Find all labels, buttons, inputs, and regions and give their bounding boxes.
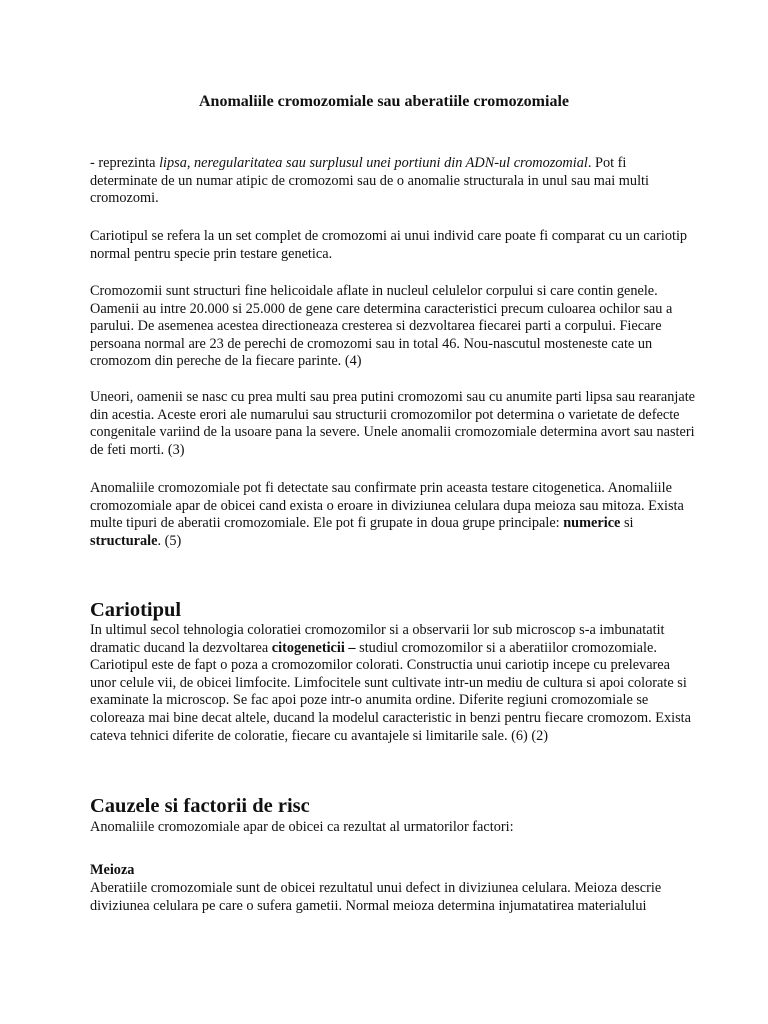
cytogenetics-term: citogeneticii – (271, 639, 356, 656)
meiosis-line-2: diviziunea celulara pe care o sufera gametii. Normal meioza determina injumatatirea materialului (90, 897, 647, 914)
detection-paragraph (90, 480, 690, 550)
intro-italic-definition: lipsa, neregularitatea sau surplusul unei portiuni din ADN-ul cromozomial (159, 155, 588, 171)
section-heading-causes: Cauzele si factorii de risc (90, 795, 310, 817)
birth-defects-line-4: de feti morti. (3) (90, 441, 185, 458)
numeric-term: numerice (563, 515, 621, 532)
karyotype-section-line-5: examinate la microscop. Se fac apoi poze intr-o anumita ordine. Diferite regiuni cromozomiale se (90, 692, 649, 709)
karyotype-definition-line-1: Cariotipul se refera la un set complet de cromozomi ai unui individ care poate fi comparat cu un cariotip (90, 228, 688, 244)
detection-line-4: structurale. (5) (90, 532, 182, 549)
birth-defects-line-3: congenitale variind de la usoare pana la severe. Unele anomalii cromozomiale determina avort sau nasteri (90, 424, 695, 441)
karyotype-section-paragraph (90, 622, 690, 745)
causes-line-1: Anomaliile cromozomiale apar de obicei ca rezultat al urmatorilor factori: (90, 819, 514, 835)
detection-line-1: Anomaliile cromozomiale pot fi detectate sau confirmate prin aceasta testare citogenetica. Anomaliile (90, 480, 672, 496)
chromosomes-line-3: parului. De asemenea acestea directioneaza cresterea si dezvoltarea fiecarei parti a corpului. Fiecare (90, 318, 662, 335)
section-heading-karyotype: Cariotipul (90, 599, 182, 621)
intro-line-3: cromozomi. (90, 190, 159, 207)
meiosis-line-1: Aberatiile cromozomiale sunt de obicei rezultatul unui defect in diviziunea celulara. Meioza descrie (90, 880, 662, 896)
karyotype-definition-paragraph (90, 228, 690, 263)
karyotype-section-line-7: cateva tehnici diferite de coloratie, fiecare cu avantajele si limitarile sale. (6) (2) (90, 727, 549, 744)
birth-defects-line-1: Uneori, oamenii se nasc cu prea multi sau prea putini cromozomi sau cu anumite parti lipsa sau rearanjate (90, 389, 696, 405)
chromosomes-line-2: Oamenii au intre 20.000 si 25.000 de gene care determina caracteristici precum culoarea ochilor sau a (90, 300, 673, 317)
karyotype-definition-line-2: normal pentru specie prin testare genetica. (90, 245, 333, 262)
meiosis-paragraph (90, 880, 690, 915)
chromosomes-line-4: persoana normal are 23 de perechi de cromozomi sau in total 46. Nou-nascutul mosteneste cate un (90, 335, 653, 352)
karyotype-section-line-2: dramatic ducand la dezvoltarea citogeneticii – studiul cromozomilor si a aberatiilor cromozomiale. (90, 639, 657, 656)
intro-paragraph (90, 155, 690, 208)
karyotype-section-line-6: coloreaza mai bine decat altele, ducand la modelul caracteristic in benzi pentru fiecare cromozom. Exista (90, 709, 691, 726)
detection-line-2: cromozomiale apar de obicei cand exista o eroare in diviziunea celulara dupa meioza sau mitoza. Exista (90, 497, 684, 514)
karyotype-section-line-3: Cariotipul este de fapt o poza a cromozomilor colorati. Constructia unui cariotip incepe cu prelevarea (90, 657, 670, 674)
chromosomes-paragraph (90, 283, 690, 371)
karyotype-section-line-1: In ultimul secol tehnologia coloratiei cromozomilor si a observarii lor sub microscop s-a imbunatatit (90, 622, 665, 638)
birth-defects-paragraph (90, 389, 696, 459)
intro-line-2: determinate de un numar atipic de cromozomi sau de o anomalie structurala in unul sau mai multi (90, 172, 649, 189)
structural-term: structurale (90, 532, 158, 549)
intro-line-1: - reprezinta lipsa, neregularitatea sau surplusul unei portiuni din ADN-ul cromozomial. Pot fi (90, 155, 627, 171)
detection-line-3: multe tipuri de aberatii cromozomiale. Ele pot fi grupate in doua grupe principale: numerice si (90, 515, 634, 532)
document-title: Anomaliile cromozomiale sau aberatiile cromozomiale (199, 93, 569, 110)
chromosomes-line-1: Cromozomii sunt structuri fine helicoidale aflate in nucleul celulelor corpului si care contin genele. (90, 283, 658, 299)
karyotype-section-line-4: unor celule vii, de obicei limfocite. Limfocitele sunt cultivate intr-un mediu de cultura si apoi colorate si (90, 674, 687, 691)
chromosomes-line-5: cromozom din pereche de la fiecare parinte. (4) (90, 353, 362, 370)
birth-defects-line-2: din acestia. Aceste erori ale numarului sau structurii cromozomilor pot determina o varietate de defecte (90, 406, 680, 423)
causes-paragraph (90, 819, 690, 837)
subheading-meiosis: Meioza (90, 862, 135, 878)
